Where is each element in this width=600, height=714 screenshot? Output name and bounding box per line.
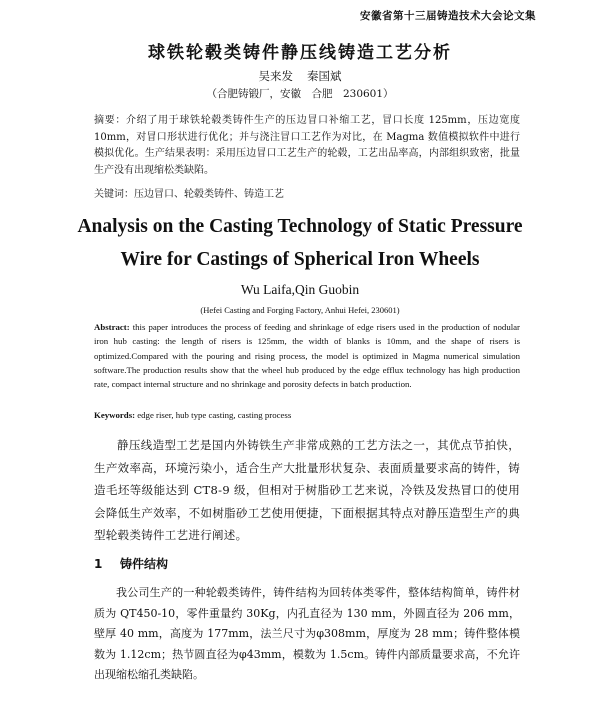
authors-english: Wu Laifa,Qin Guobin bbox=[240, 282, 360, 297]
authors-chinese bbox=[0, 68, 600, 84]
keywords-chinese: 关键词：压边冒口、轮毂类铸件、铸造工艺 bbox=[94, 189, 284, 200]
paper-title-chinese: 球铁轮毂类铸件静压线铸造工艺分析 bbox=[148, 43, 452, 63]
paper-title-english-line-1: Analysis on the Casting Technology of Static Pressure bbox=[77, 216, 523, 237]
section-title: 铸件结构 bbox=[120, 557, 169, 571]
section-heading-1 bbox=[94, 555, 168, 572]
keywords-english-text: edge riser, hub type casting, casting process bbox=[135, 410, 292, 420]
abstract-english-text: this paper introduces the process of feeding and shrinkage of edge risers used in the production of nodular iron hub casting: the length of risers is 125mm, the width of blanks is 10mm, and the shape of risers is optimized.Compared with the pouring and rising process, the model is optimized in Magma numerical simulation software.The production results show that the wheel hub produced by the edge efflux technology has high production rate, compact internal structure and no shrinkage and porosity defects in batch production. bbox=[94, 322, 520, 390]
abstract-label: Abstract: bbox=[94, 322, 130, 332]
keywords-english bbox=[94, 410, 520, 420]
section-number: 1 bbox=[94, 557, 103, 571]
author-1: 吴来发 bbox=[258, 69, 293, 83]
author-2: 秦国斌 bbox=[307, 69, 342, 83]
affiliation-chinese: （合肥铸锻厂，安徽 合肥 230601） bbox=[206, 88, 394, 100]
paper-title-english-line-2: Wire for Castings of Spherical Iron Wheels bbox=[120, 249, 480, 270]
body-paragraph-intro: 静压线造型工艺是国内外铸铁生产非常成熟的工艺方法之一，其优点节拍快，生产效率高，环境污染小，适合生产大批量形状复杂、表面质量要求高的铸件，铸造毛坯等级能达到 CT8-9 级，但相对于树脂砂工艺来说，冷铁及发热冒口的使用会降低生产效率，不如树脂砂工艺使用便捷，下面根据其特点对静压造型生产的典型轮毂类铸件工艺进行阐述。 bbox=[94, 438, 520, 542]
abstract-english bbox=[94, 320, 520, 391]
abstract-chinese: 摘要：介绍了用于球铁轮毂类铸件生产的压边冒口补缩工艺，冒口长度 125mm，压边宽度 10mm，对冒口形状进行优化；并与浇注冒口工艺作为对比，在 Magma 数值模拟软件中进行模拟优化。生产结果表明：采用压边冒口工艺生产的轮毂，工艺出品率高，内部组织致密，批量生产没有出现缩松类缺陷。 bbox=[94, 115, 520, 176]
running-head: 安徽省第十三届铸造技术大会论文集 bbox=[360, 10, 536, 22]
body-paragraph-structure: 我公司生产的一种轮毂类铸件，铸件结构为回转体类零件，整体结构简单，铸件材质为 QT450-10，零件重量约 30Kg，内孔直径为 130 mm，外圆直径为 206 mm，壁厚 40 mm，高度为 177mm，法兰尺寸为φ308mm，厚度为 28 mm；铸件整体模数为 1.12cm；热节圆直径为φ43mm，模数为 1.5cm。铸件内部质量要求高，不允许出现缩松缩孔类缺陷。 bbox=[94, 586, 520, 681]
affiliation-english: (Hefei Casting and Forging Factory, Anhui Hefei, 230601) bbox=[200, 305, 400, 315]
keywords-label: Keywords: bbox=[94, 410, 136, 420]
